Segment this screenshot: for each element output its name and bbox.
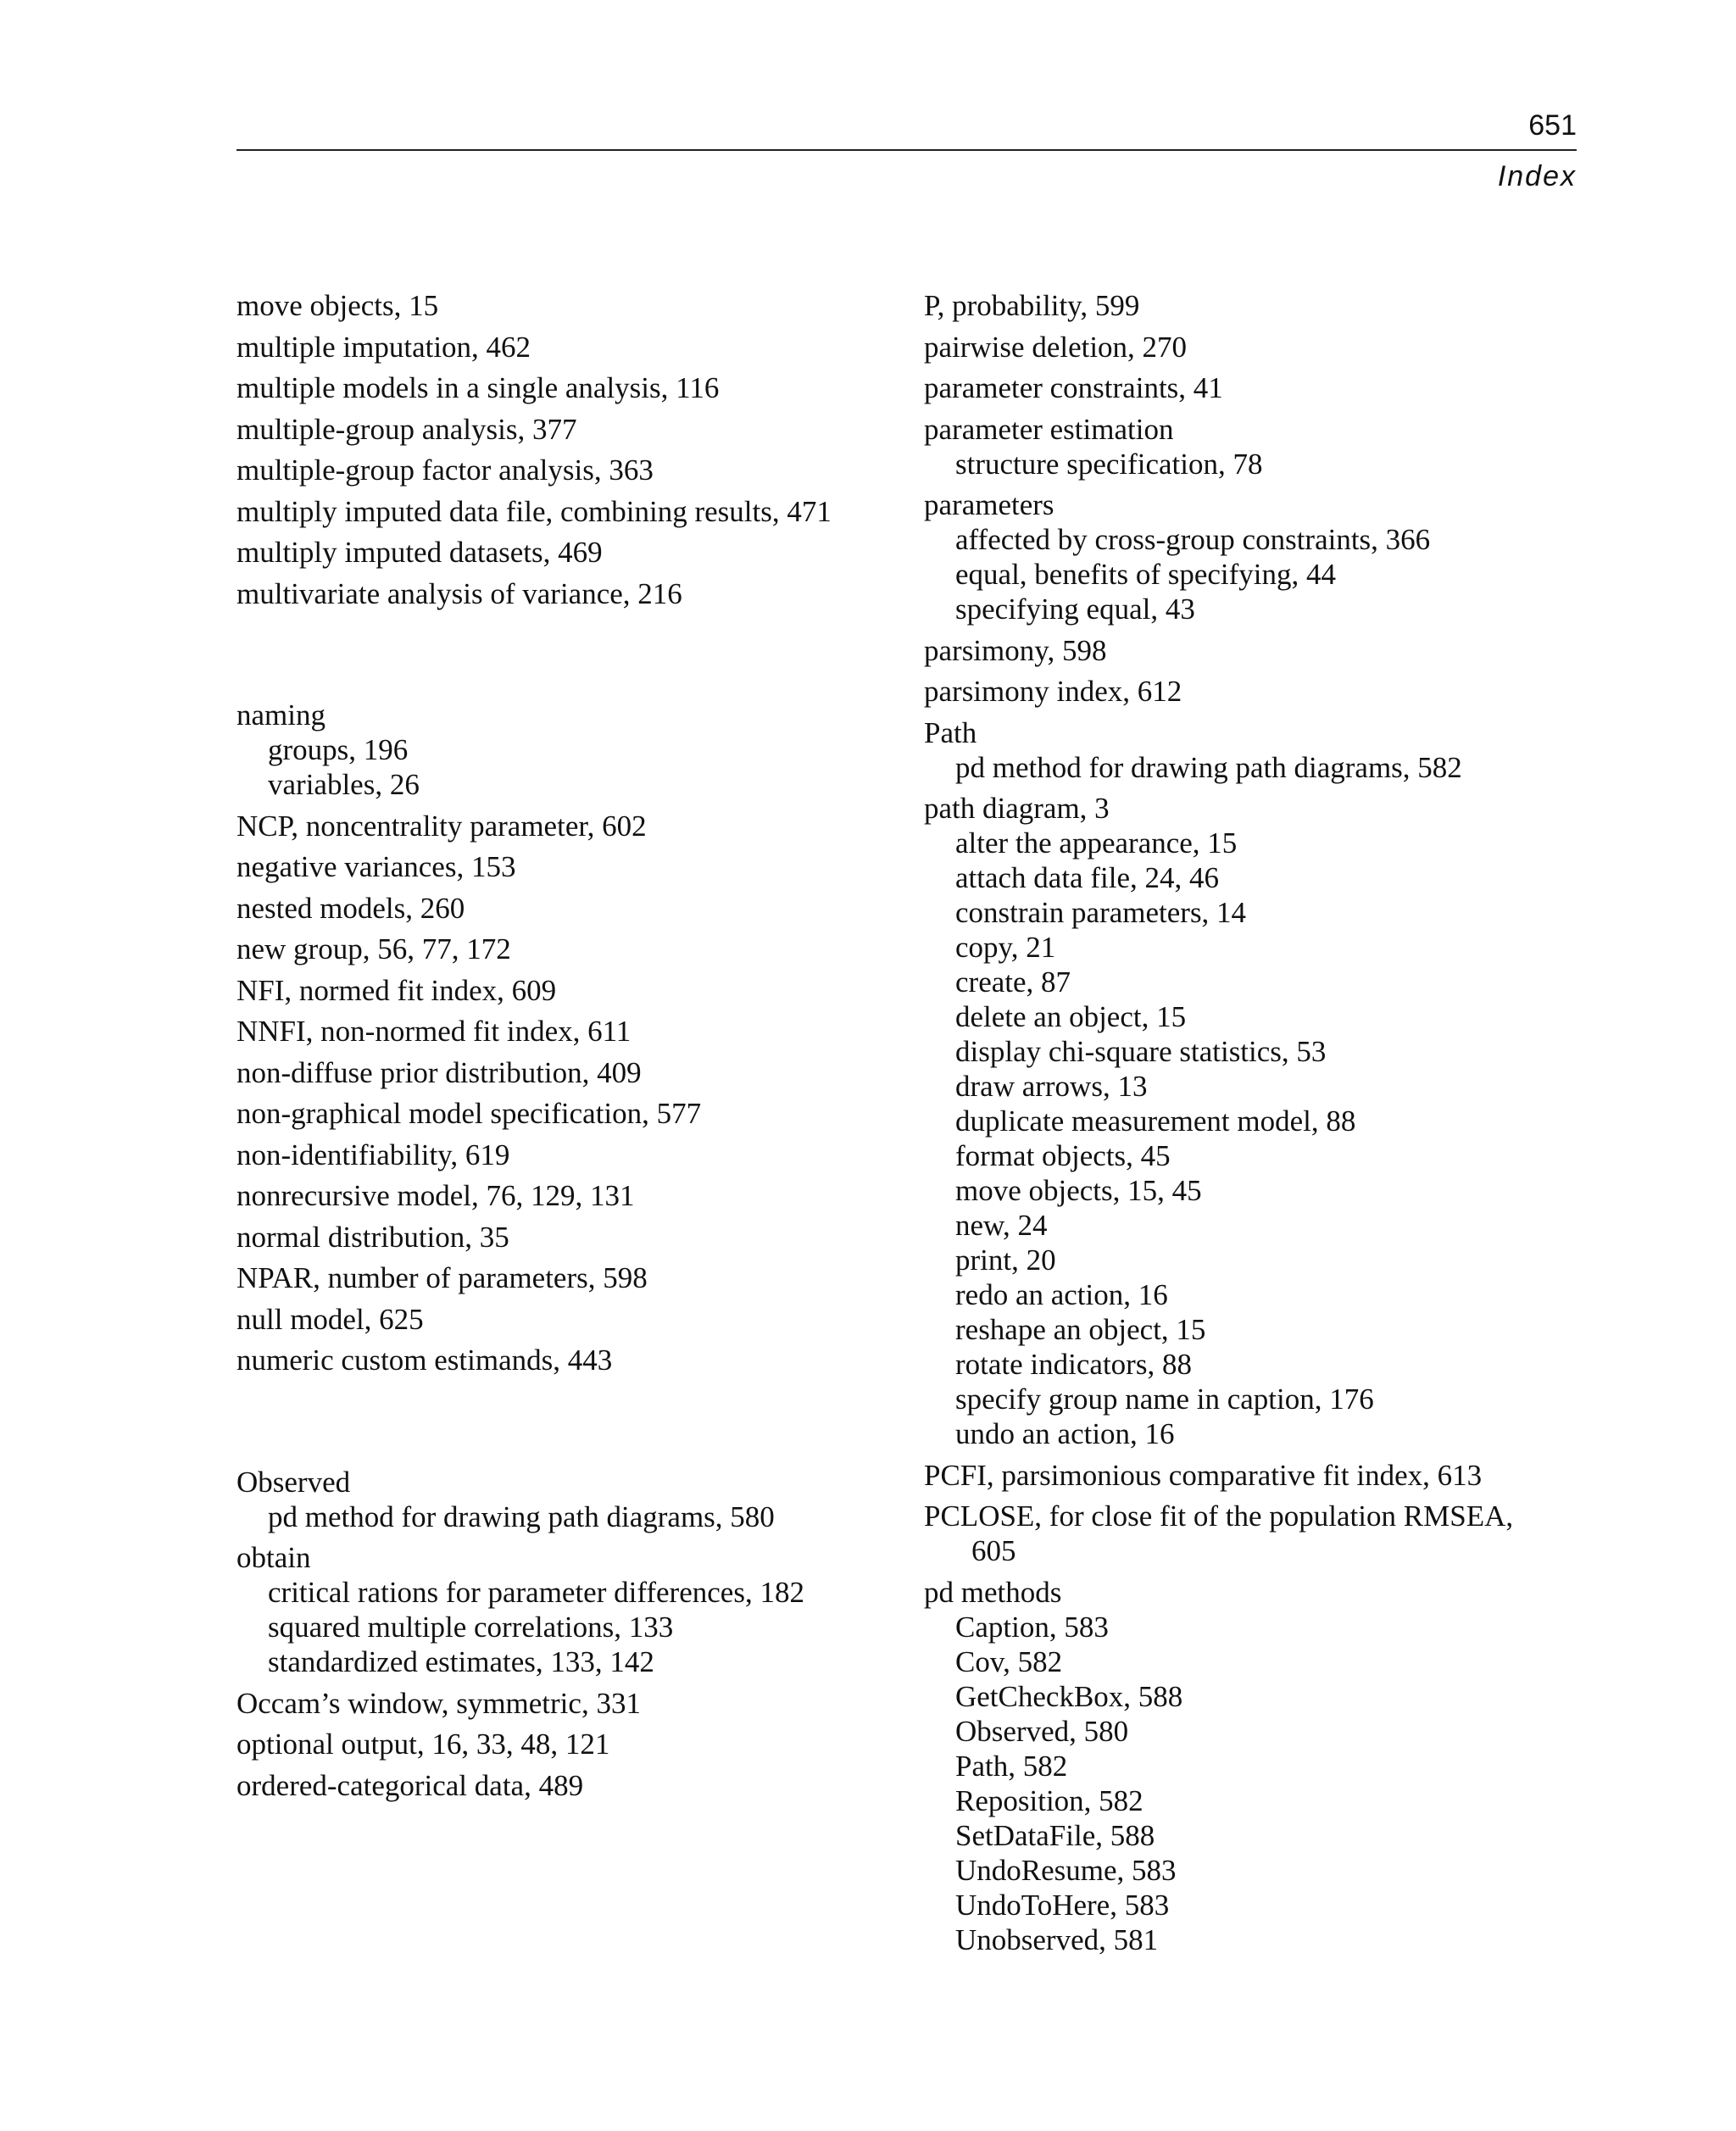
index-entry: [924, 412, 1585, 481]
index-entry: [236, 1260, 898, 1295]
index-term: multiple models in a single analysis, 116: [236, 371, 720, 404]
index-subentry: print, 20: [955, 1244, 1056, 1277]
index-term: non-graphical model specification, 577: [236, 1097, 702, 1130]
index-subentry: groups, 196: [268, 733, 409, 766]
index-subentry: delete an object, 15: [955, 1000, 1187, 1033]
letter-group-gap: [236, 1384, 898, 1465]
index-subentry: UndoResume, 583: [955, 1853, 1177, 1887]
index-subentry: duplicate measurement model, 88: [955, 1104, 1356, 1138]
index-term: parameter estimation: [924, 412, 1174, 446]
index-term: multiple imputation, 462: [236, 330, 531, 364]
index-entry: [236, 809, 898, 843]
index-term: multiply imputed data file, combining results, 471: [236, 494, 832, 528]
index-entry: [924, 715, 1585, 785]
index-term: Observed: [236, 1465, 351, 1499]
index-entry: [236, 973, 898, 1008]
index-term: P, probability, 599: [924, 289, 1140, 322]
index-subentry: Observed, 580: [955, 1714, 1129, 1748]
index-term: naming: [236, 698, 326, 732]
index-term: Path: [924, 715, 977, 749]
index-entry: [924, 370, 1585, 405]
index-subentry: new, 24: [955, 1209, 1048, 1242]
index-subentry: Cov, 582: [955, 1644, 1063, 1678]
index-subentry: Reposition, 582: [955, 1783, 1143, 1817]
index-entry: [236, 1178, 898, 1213]
index-entry: [924, 633, 1585, 668]
index-entry: [924, 1499, 1585, 1568]
index-subentry: move objects, 15, 45: [955, 1174, 1202, 1207]
index-entry: [236, 453, 898, 487]
index-subentry: squared multiple correlations, 133: [268, 1611, 674, 1644]
index-term: PCFI, parsimonious comparative fit index, 613: [924, 1458, 1483, 1492]
index-term: parsimony, 598: [924, 633, 1107, 667]
index-subentry: variables, 26: [268, 768, 420, 801]
index-term: pairwise deletion, 270: [924, 330, 1188, 364]
index-entry: [924, 330, 1585, 364]
index-subentry: redo an action, 16: [955, 1278, 1168, 1311]
index-term: NPAR, number of parameters, 598: [236, 1261, 648, 1294]
index-entry: [924, 288, 1585, 323]
index-term: non-identifiability, 619: [236, 1138, 510, 1171]
index-subentry: standardized estimates, 133, 142: [268, 1645, 654, 1678]
index-subentry: display chi-square statistics, 53: [955, 1035, 1327, 1068]
index-entry: [236, 932, 898, 966]
index-entry: [236, 288, 898, 323]
index-entry: [924, 791, 1585, 1451]
section-title: Index: [1497, 160, 1577, 192]
index-subentry: affected by cross-group constraints, 366: [955, 523, 1431, 556]
index-subentry: rotate indicators, 88: [955, 1348, 1192, 1381]
index-entry: [924, 674, 1585, 709]
index-subentry: reshape an object, 15: [955, 1313, 1206, 1346]
index-term: multiple-group analysis, 377: [236, 412, 577, 446]
index-subentry: GetCheckBox, 588: [955, 1679, 1183, 1713]
page-number: 651: [1528, 109, 1577, 142]
index-term: NCP, noncentrality parameter, 602: [236, 809, 647, 843]
index-subentry: draw arrows, 13: [955, 1070, 1148, 1103]
index-term-continuation: 605: [971, 1534, 1016, 1567]
index-term: Occam’s window, symmetric, 331: [236, 1686, 641, 1720]
index-entry: [236, 1055, 898, 1090]
index-term: obtain: [236, 1541, 311, 1574]
index-entry: [236, 1343, 898, 1377]
index-term: NNFI, non-normed fit index, 611: [236, 1015, 632, 1048]
index-term: multivariate analysis of variance, 216: [236, 576, 682, 610]
index-term: parameters: [924, 488, 1054, 521]
index-entry: [236, 1302, 898, 1337]
index-term: ordered-categorical data, 489: [236, 1768, 584, 1802]
index-entry: [236, 576, 898, 611]
index-entry: [924, 487, 1585, 626]
index-term: optional output, 16, 33, 48, 121: [236, 1728, 610, 1761]
index-entry: [236, 849, 898, 884]
index-subentry: Path, 582: [955, 1749, 1068, 1783]
index-entry: [236, 1220, 898, 1255]
index-term: normal distribution, 35: [236, 1220, 509, 1254]
index-term: parsimony index, 612: [924, 675, 1182, 708]
index-entry: [236, 535, 898, 570]
index-term: negative variances, 153: [236, 850, 516, 883]
index-term: move objects, 15: [236, 289, 439, 322]
index-subentry: critical rations for parameter differences, 182: [268, 1576, 804, 1609]
index-entry: [236, 370, 898, 405]
index-subentry: constrain parameters, 14: [955, 896, 1247, 929]
index-subentry: pd method for drawing path diagrams, 582: [955, 750, 1462, 784]
index-subentry: attach data file, 24, 46: [955, 861, 1219, 894]
index-entry: [236, 1727, 898, 1761]
index-entry: [924, 1575, 1585, 1957]
index-entry: [236, 330, 898, 364]
index-subentry: SetDataFile, 588: [955, 1818, 1155, 1852]
index-column-left: [236, 288, 898, 1809]
index-subentry: Caption, 583: [955, 1610, 1109, 1644]
index-term: numeric custom estimands, 443: [236, 1344, 613, 1377]
index-term: path diagram, 3: [924, 792, 1110, 825]
index-subentry: specify group name in caption, 176: [955, 1383, 1374, 1416]
index-term: null model, 625: [236, 1302, 424, 1336]
index-term: PCLOSE, for close fit of the population RMSEA,: [924, 1499, 1514, 1533]
index-term: nonrecursive model, 76, 129, 131: [236, 1179, 635, 1212]
index-entry: [236, 1014, 898, 1049]
index-subentry: Unobserved, 581: [955, 1922, 1159, 1956]
index-subentry: equal, benefits of specifying, 44: [955, 558, 1337, 591]
index-term: pd methods: [924, 1575, 1062, 1609]
index-entry: [236, 494, 898, 529]
letter-group-gap: [236, 617, 898, 698]
index-subentry: alter the appearance, 15: [955, 826, 1238, 860]
index-entry: [236, 1768, 898, 1803]
index-entry: [236, 1465, 898, 1534]
index-subentry: create, 87: [955, 965, 1071, 999]
index-term: multiply imputed datasets, 469: [236, 536, 603, 569]
index-subentry: structure specification, 78: [955, 447, 1263, 481]
index-subentry: UndoToHere, 583: [955, 1888, 1170, 1922]
index-entry: [236, 698, 898, 802]
index-column-right: [924, 288, 1585, 1963]
index-entry: [236, 1138, 898, 1172]
index-subentry: format objects, 45: [955, 1139, 1171, 1172]
header-rule: [236, 149, 1577, 151]
index-term: new group, 56, 77, 172: [236, 932, 511, 965]
index-entry: [236, 1540, 898, 1679]
index-subentry: pd method for drawing path diagrams, 580: [268, 1499, 775, 1533]
index-entry: [924, 1458, 1585, 1493]
index-entry: [236, 1096, 898, 1131]
index-term: multiple-group factor analysis, 363: [236, 453, 654, 487]
index-term: nested models, 260: [236, 891, 465, 925]
index-term: parameter constraints, 41: [924, 371, 1223, 404]
index-entry: [236, 891, 898, 926]
index-subentry: specifying equal, 43: [955, 593, 1195, 626]
page-header: [236, 105, 1577, 197]
index-term: non-diffuse prior distribution, 409: [236, 1055, 642, 1089]
index-subentry: copy, 21: [955, 931, 1056, 964]
index-subentry: undo an action, 16: [955, 1417, 1175, 1450]
index-term: NFI, normed fit index, 609: [236, 973, 557, 1007]
index-entry: [236, 1686, 898, 1721]
index-entry: [236, 412, 898, 447]
